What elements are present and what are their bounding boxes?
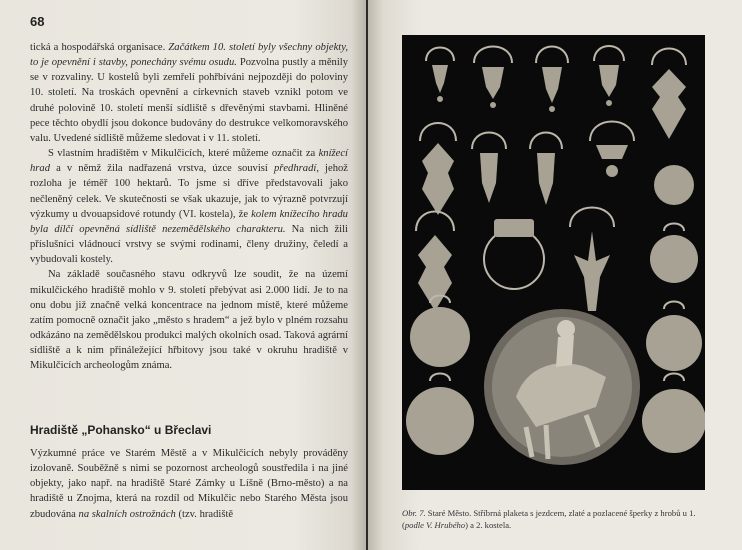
silver-plaque-horseman — [484, 309, 640, 465]
left-page — [0, 0, 366, 550]
earring-row-3 — [416, 208, 698, 312]
ring — [484, 219, 544, 289]
bead-6 — [642, 374, 705, 454]
text-run: a v němž žila nadřazená vrstva, úzce souvisí — [50, 163, 274, 175]
figure-caption — [402, 507, 707, 531]
text-block-2 — [30, 446, 348, 522]
section-heading: Hradiště „Pohansko“ u Břeclavi — [30, 423, 212, 437]
paragraph-1 — [30, 40, 348, 146]
text-run: podle V. Hrubého — [404, 520, 466, 530]
earring-row-1 — [426, 46, 686, 139]
text-run: na skalních ostrožnách — [78, 508, 176, 520]
paragraph-3 — [30, 267, 348, 373]
text-run: Staré Město. Stříbrná plaketa s jezdcem, zlaté a pozlacené šperky z hrobů u 1. ( — [402, 508, 696, 530]
text-run: kolem knížecího hradu byla dílčí opevněná sídliště nezemědělského charakteru. — [30, 208, 348, 235]
page-number: 68 — [30, 14, 45, 29]
text-run: Obr. 7. — [402, 508, 426, 518]
text-run: Začátkem 10. století byly všechny objekty, to je opevnění i stavby, ponechány svému osudu. — [30, 42, 349, 69]
jewelry-photograph — [402, 35, 705, 490]
earring-row-2 — [420, 122, 694, 216]
text-block-1 — [30, 40, 348, 373]
paragraph-4 — [30, 446, 348, 522]
text-run: ) a 2. kostela. — [465, 520, 512, 530]
text-run: Na nich žili příslušníci vládnoucí vrstvy se svými rodinami, členy družiny, čeledí a vybudovali kostely. — [30, 223, 348, 266]
text-run: tická a hospodářská organisace. — [30, 42, 169, 53]
text-run: Výzkumné práce ve Starém Městě a v Mikulčicích nebyly prováděny izolovaně. Souběžně s nimi se pozornost archeologů soustředila i na jiné objekty, jako např. na hradiště Staré Zámky u Líšně (Brno-město) a na hradiště u Znojma, která na rozdíl od Mikulčic nebo Starého Města jsou zbudována — [30, 448, 348, 520]
bead-3 — [410, 296, 470, 368]
right-page — [368, 0, 742, 550]
jewelry-illustration — [402, 35, 705, 490]
text-run: (tzv. hradiště — [175, 508, 234, 520]
earring-9 — [590, 122, 634, 178]
earring-2 — [474, 47, 512, 109]
earring-6 — [420, 123, 456, 215]
bead-4 — [646, 302, 702, 372]
earring-8 — [530, 133, 562, 206]
text-run: předhradí, — [273, 163, 319, 175]
earring-4 — [594, 46, 624, 106]
earring-1 — [426, 48, 454, 103]
bead-5 — [406, 374, 474, 456]
text-run: Na základě současného stavu odkryvů lze soudit, že na území mikulčického hradiště mohlo v 9. století přebývat asi 2.000 lidí. Je to na onu dobu již značně velká koncentrace na jednom místě, které můžeme zatím pomocně označit jako „město s hradem“ a jež bylo v plném rozsahu odkázáno na zemědělskou produkci malých okolních osad. Taková agrární sídliště a k nim přináležející hřbitovy jsou také v okruhu hradiště v Mikulčicích archeologům známa. — [30, 269, 348, 372]
text-run: Pozvolna pustly a měnily se v rozvaliny. U kostelů byli zemřelí pohřbíváni nejpozději do poloviny 10. století. Na troskách opevnění a církevních staveb vznikl potom ve druhé polovině 10. století menší sídliště s dřevěnými stavbami. Hliněné pece těchto obydlí jsou dokonce budovány do destrukce velkomoravského valu. Uvedené sídliště můžeme sledovat i v 11. století. — [30, 57, 349, 144]
bead-1 — [654, 165, 694, 205]
paragraph-2 — [30, 146, 348, 267]
text-run: knížecí hrad — [30, 148, 348, 175]
earring-7 — [472, 133, 506, 204]
bead-2 — [650, 224, 698, 284]
earring-11 — [570, 208, 614, 312]
text-run: S vlastním hradištěm v Mikulčicích, které můžeme označit za — [48, 148, 319, 160]
text-run: jehož rozloha je téměř 100 hektarů. To jsme si dříve představovali jako nečleněný celek. Ve skutečnosti se však ukazuje, jak to výrazně potvrzují výzkumy u dvouapsidové rotundy (VI. kostela), že — [30, 163, 348, 220]
earring-3 — [536, 47, 568, 113]
earring-5 — [652, 49, 686, 140]
